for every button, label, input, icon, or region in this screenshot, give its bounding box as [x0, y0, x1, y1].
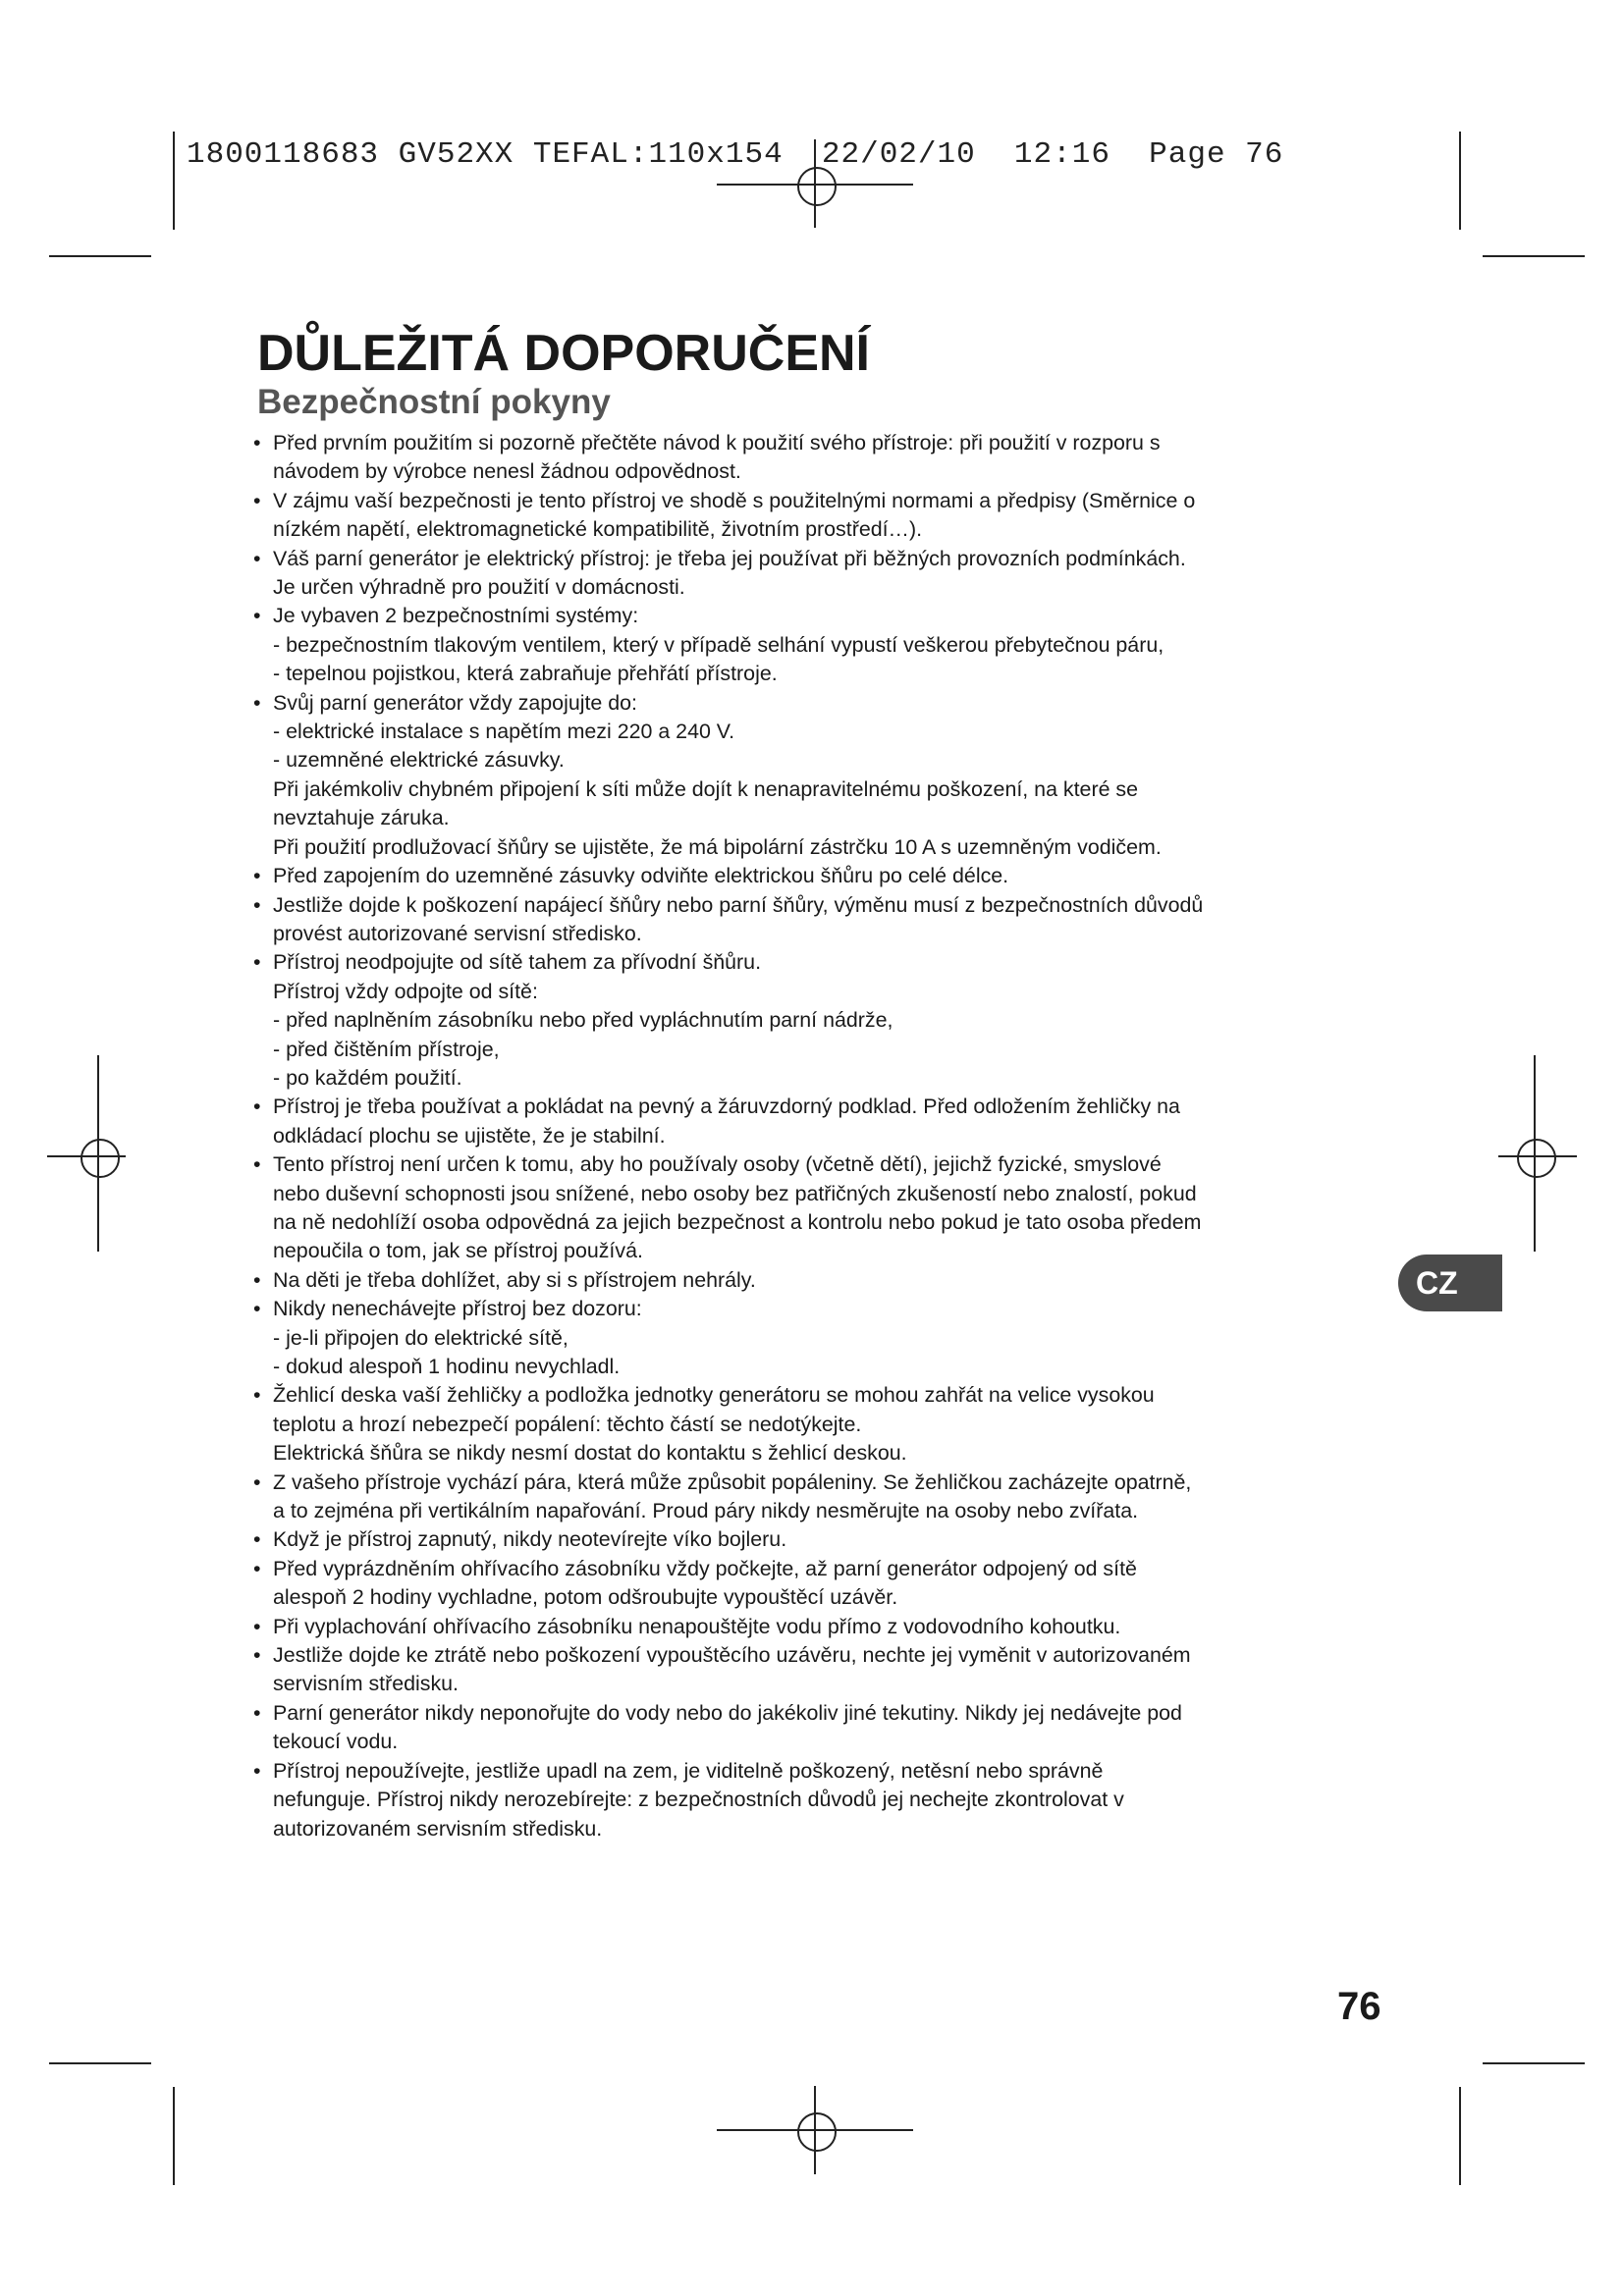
list-item-line: nízkém napětí, elektromagnetické kompatibilitě, životním prostředí…).: [273, 517, 923, 542]
registration-target-icon: [782, 2097, 850, 2165]
list-item-line: nebo duševní schopnosti jsou snížené, nebo osoby bez patřičných zkušeností nebo znalostí, pokud: [273, 1181, 1197, 1205]
list-item: [253, 1555, 1392, 1613]
list-item-line: V zájmu vaší bezpečnosti je tento přístroj ve shodě s použitelnými normami a předpisy (Směrnice o: [273, 488, 1196, 512]
list-item-line: alespoň 2 hodiny vychladne, potom odšroubujte vypouštěcí uzávěr.: [273, 1585, 898, 1610]
list-item: [253, 487, 1392, 545]
crop-mark: [173, 2087, 175, 2185]
list-item-line: - uzemněné elektrické zásuvky.: [273, 748, 565, 773]
list-item: [253, 545, 1392, 603]
list-item: [253, 429, 1392, 487]
language-tab: [1398, 1255, 1502, 1311]
language-tab-label: CZ: [1416, 1264, 1458, 1301]
list-item-line: Když je přístroj zapnutý, nikdy neotevírejte víko bojleru.: [273, 1527, 787, 1552]
list-item-line: Z vašeho přístroje vychází pára, která může způsobit popáleniny. Se žehličkou zacházejte opatrně,: [273, 1469, 1192, 1494]
bullet-icon: •: [253, 892, 261, 917]
bullet-icon: •: [253, 546, 261, 570]
bullet-icon: •: [253, 1700, 261, 1725]
list-item-line: - je-li připojen do elektrické sítě,: [273, 1325, 568, 1350]
list-item: [253, 1468, 1392, 1526]
list-item-line: a to zejména při vertikálním napařování. Proud páry nikdy nesměrujte na osoby nebo zvířata.: [273, 1499, 1139, 1523]
bullet-icon: •: [253, 864, 261, 888]
crop-mark: [1483, 255, 1585, 257]
section-subtitle: Bezpečnostní pokyny: [257, 383, 611, 421]
list-item-line: Na děti je třeba dohlížet, aby si s přístrojem nehrály.: [273, 1267, 756, 1292]
list-item-line: servisním středisku.: [273, 1672, 459, 1696]
list-item: [253, 891, 1392, 949]
list-item-line: - po každém použití.: [273, 1065, 462, 1090]
list-item-line: Parní generátor nikdy neponořujte do vody nebo do jakékoliv jiné tekutiny. Nikdy jej nedávejte pod: [273, 1700, 1182, 1725]
list-item-line: - tepelnou pojistkou, která zabraňuje přehřátí přístroje.: [273, 662, 778, 686]
bullet-icon: •: [253, 1614, 261, 1638]
list-item-line: návodem by výrobce nenesl žádnou odpovědnost.: [273, 459, 741, 484]
bullet-icon: •: [253, 950, 261, 975]
list-item-line: odkládací plochu se ujistěte, že je stabilní.: [273, 1123, 666, 1148]
list-item-line: Před prvním použitím si pozorně přečtěte návod k použití svého přístroje: při použití v rozporu s: [273, 431, 1161, 454]
list-item: [253, 1266, 1392, 1295]
list-item-line: Váš parní generátor je elektrický přístroj: je třeba jej používat při běžných provozních podmínkách.: [273, 546, 1186, 570]
list-item-line: Před zapojením do uzemněné zásuvky odviňte elektrickou šňůru po celé délce.: [273, 864, 1009, 888]
list-item: [253, 1093, 1392, 1150]
bullet-icon: •: [253, 1152, 261, 1177]
safety-instructions-list: [253, 429, 1392, 1843]
list-item-line: Svůj parní generátor vždy zapojujte do:: [273, 690, 637, 715]
list-item-line: - před čištěním přístroje,: [273, 1037, 500, 1061]
list-item-line: Jestliže dojde k poškození napájecí šňůry nebo parní šňůry, výměnu musí z bezpečnostních důvodů: [273, 892, 1204, 917]
crop-mark: [49, 255, 151, 257]
bullet-icon: •: [253, 1643, 261, 1668]
bullet-icon: •: [253, 690, 261, 715]
crop-mark: [1459, 132, 1461, 230]
list-item-line: autorizovaném servisním středisku.: [273, 1816, 603, 1841]
bullet-icon: •: [253, 1383, 261, 1408]
list-item-line: Přístroj nepoužívejte, jestliže upadl na zem, je viditelně poškozený, netěsní nebo správně: [273, 1758, 1104, 1783]
list-item-line: Při vyplachování ohřívacího zásobníku nenapouštějte vodu přímo z vodovodního kohoutku.: [273, 1614, 1121, 1638]
bullet-icon: •: [253, 1095, 261, 1119]
list-item-line: Přístroj je třeba používat a pokládat na pevný a žáruvzdorný podklad. Před odložením žehličky na: [273, 1095, 1180, 1119]
list-item: [253, 862, 1392, 890]
crop-mark: [1483, 2062, 1585, 2064]
list-item: [253, 1699, 1392, 1757]
list-item-line: - elektrické instalace s napětím mezi 220 a 240 V.: [273, 720, 735, 744]
list-item-line: tekoucí vodu.: [273, 1730, 399, 1754]
list-item-line: Tento přístroj není určen k tomu, aby ho používaly osoby (včetně dětí), jejichž fyzické, smyslové: [273, 1152, 1162, 1177]
bullet-icon: •: [253, 1469, 261, 1494]
list-item-line: Při použití prodlužovací šňůry se ujistěte, že má bipolární zástrčku 10 A s uzemněným vodičem.: [273, 834, 1162, 859]
list-item-line: provést autorizované servisní středisko.: [273, 921, 642, 945]
list-item-line: Přístroj neodpojujte od sítě tahem za přívodní šňůru.: [273, 950, 762, 975]
crop-mark: [49, 2062, 151, 2064]
list-item-line: Jestliže dojde ke ztrátě nebo poškození vypouštěcího uzávěru, nechte jej vyměnit v autorizovaném: [273, 1643, 1191, 1668]
registration-target-icon: [1501, 1123, 1570, 1192]
print-slug: 1800118683 GV52XX TEFAL:110x154 22/02/10 12:16 Page 76: [187, 137, 1284, 172]
crop-mark: [173, 132, 175, 230]
list-item-line: nepoučila o tom, jak se přístroj používá.: [273, 1239, 643, 1263]
list-item-line: Je určen výhradně pro použití v domácnosti.: [273, 575, 685, 600]
bullet-icon: •: [253, 1267, 261, 1292]
list-item: [253, 1150, 1392, 1266]
list-item: [253, 1641, 1392, 1699]
list-item-line: na ně nedohlíží osoba odpovědná za jejich bezpečnost a kontrolu nebo pokud je tato osoba předem: [273, 1209, 1202, 1234]
list-item: [253, 1381, 1392, 1468]
bullet-icon: •: [253, 488, 261, 512]
list-item-line: nevztahuje záruka.: [273, 806, 450, 830]
list-item-line: Při jakémkoliv chybném připojení k síti může dojít k nenapravitelnému poškození, na které se: [273, 776, 1139, 801]
list-item: [253, 948, 1392, 1093]
list-item: [253, 1525, 1392, 1554]
bullet-icon: •: [253, 1758, 261, 1783]
list-item: [253, 689, 1392, 862]
bullet-icon: •: [253, 1556, 261, 1580]
list-item: [253, 1295, 1392, 1381]
list-item-line: teplotu a hrozí nebezpečí popálení: těchto částí se nedotýkejte.: [273, 1412, 862, 1436]
list-item: [253, 1613, 1392, 1641]
list-item-line: Žehlicí deska vaší žehličky a podložka jednotky generátoru se mohou zahřát na velice vysokou: [273, 1383, 1155, 1408]
page-title: DŮLEŽITÁ DOPORUČENÍ: [257, 325, 870, 382]
list-item-line: - před naplněním zásobníku nebo před vypláchnutím parní nádrže,: [273, 1008, 893, 1033]
list-item: [253, 1757, 1392, 1843]
bullet-icon: •: [253, 1297, 261, 1321]
registration-target-icon: [65, 1123, 134, 1192]
bullet-icon: •: [253, 1527, 261, 1552]
list-item-line: Nikdy nenechávejte přístroj bez dozoru:: [273, 1297, 642, 1321]
crop-mark: [1459, 2087, 1461, 2185]
list-item-line: Elektrická šňůra se nikdy nesmí dostat do kontaktu s žehlicí deskou.: [273, 1441, 907, 1466]
list-item-line: - dokud alespoň 1 hodinu nevychladl.: [273, 1355, 621, 1378]
list-item-line: Je vybaven 2 bezpečnostními systémy:: [273, 604, 639, 628]
bullet-icon: •: [253, 431, 261, 454]
list-item-line: - bezpečnostním tlakovým ventilem, který v případě selhání vypustí veškerou přebytečnou páru,: [273, 632, 1164, 657]
page-number: 76: [1337, 1985, 1381, 2028]
list-item: [253, 602, 1392, 688]
list-item-line: Přístroj vždy odpojte od sítě:: [273, 979, 538, 1003]
list-item-line: Před vyprázdněním ohřívacího zásobníku vždy počkejte, až parní generátor odpojený od sítě: [273, 1556, 1137, 1580]
bullet-icon: •: [253, 604, 261, 628]
list-item-line: nefunguje. Přístroj nikdy nerozebírejte: z bezpečnostních důvodů jej nechejte zkontrolovat v: [273, 1788, 1124, 1812]
